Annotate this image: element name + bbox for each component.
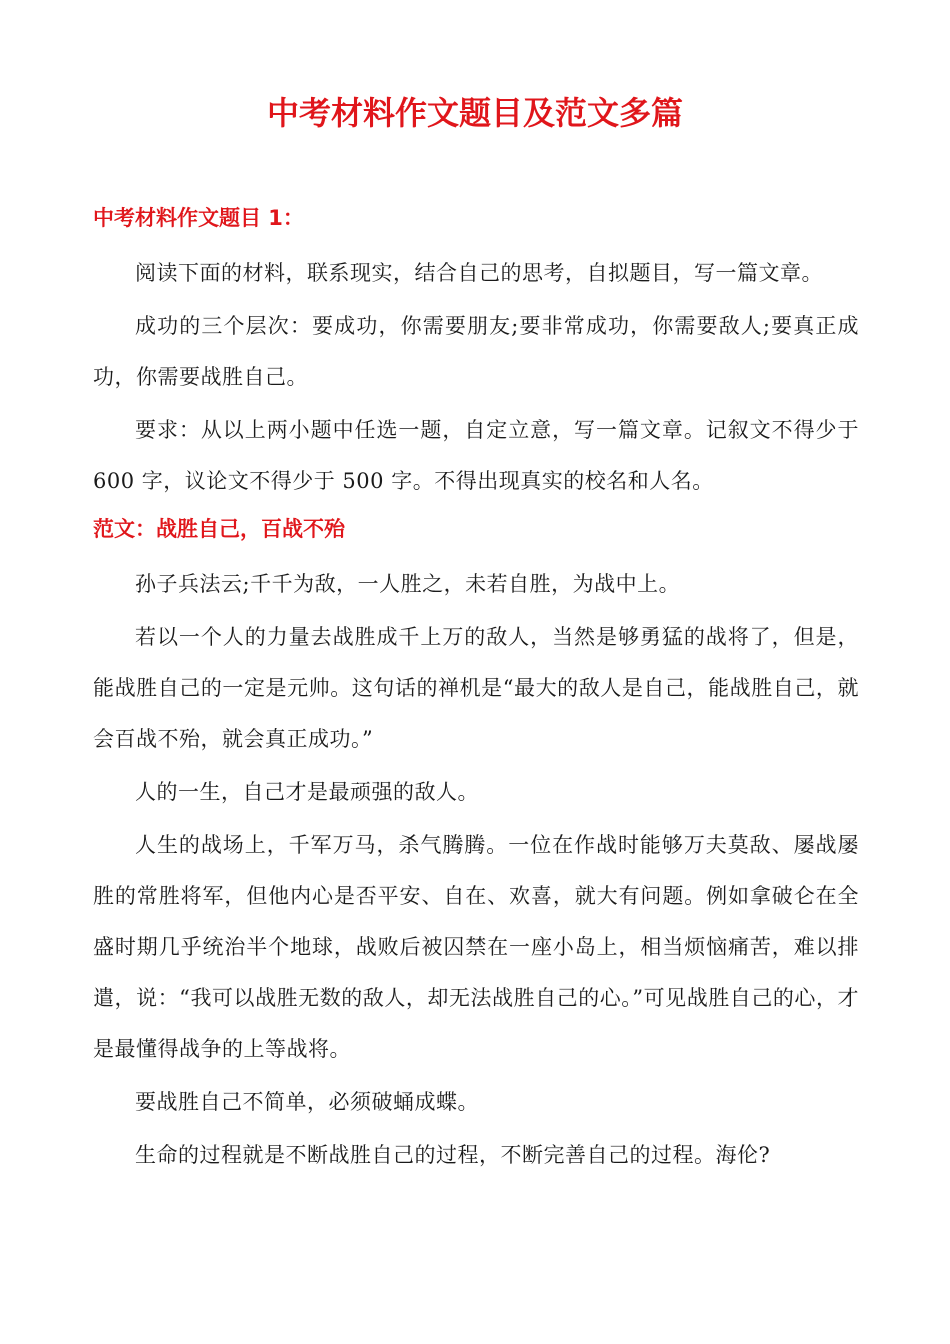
paragraph: 人的一生，自己才是最顽强的敌人。 (135, 780, 479, 804)
paragraph: 生命的过程就是不断战胜自己的过程，不断完善自己的过程。海伦? (135, 1143, 771, 1167)
document-body (93, 198, 859, 1183)
section-heading-topic: 中考材料作文题目 1： (93, 206, 304, 230)
paragraph: 要求：从以上两小题中任选一题，自定立意，写一篇文章。记叙文不得少于 600 字，议论文不得少于 500 字。不得出现真实的校名和人名。 (93, 418, 859, 493)
paragraph: 成功的三个层次：要成功，你需要朋友;要非常成功，你需要敌人;要真正成功，你需要战胜自己。 (93, 314, 859, 389)
paragraph: 要战胜自己不简单，必须破蛹成蝶。 (135, 1090, 479, 1114)
section-heading-sample-essay: 范文：战胜自己，百战不殆 (93, 517, 345, 541)
paragraph: 人生的战场上，千军万马，杀气腾腾。一位在作战时能够万夫莫敌、屡战屡胜的常胜将军，但他内心是否平安、自在、欢喜，就大有问题。例如拿破仑在全盛时期几乎统治半个地球，战败后被囚禁在一座小岛上，相当烦恼痛苦，难以排遣，说：“我可以战胜无数的敌人，却无法战胜自己的心。”可见战胜自己的心，才是最懂得战争的上等战将。 (93, 833, 859, 1061)
paragraph: 若以一个人的力量去战胜成千上万的敌人，当然是够勇猛的战将了，但是，能战胜自己的一定是元帅。这句话的禅机是“最大的敌人是自己，能战胜自己，就会百战不殆，就会真正成功。” (93, 625, 859, 751)
paragraph: 孙子兵法云;千千为敌，一人胜之，未若自胜，为战中上。 (135, 572, 681, 596)
document-title: 中考材料作文题目及范文多篇 (266, 94, 683, 132)
paragraph: 阅读下面的材料，联系现实，结合自己的思考，自拟题目，写一篇文章。 (135, 261, 823, 285)
